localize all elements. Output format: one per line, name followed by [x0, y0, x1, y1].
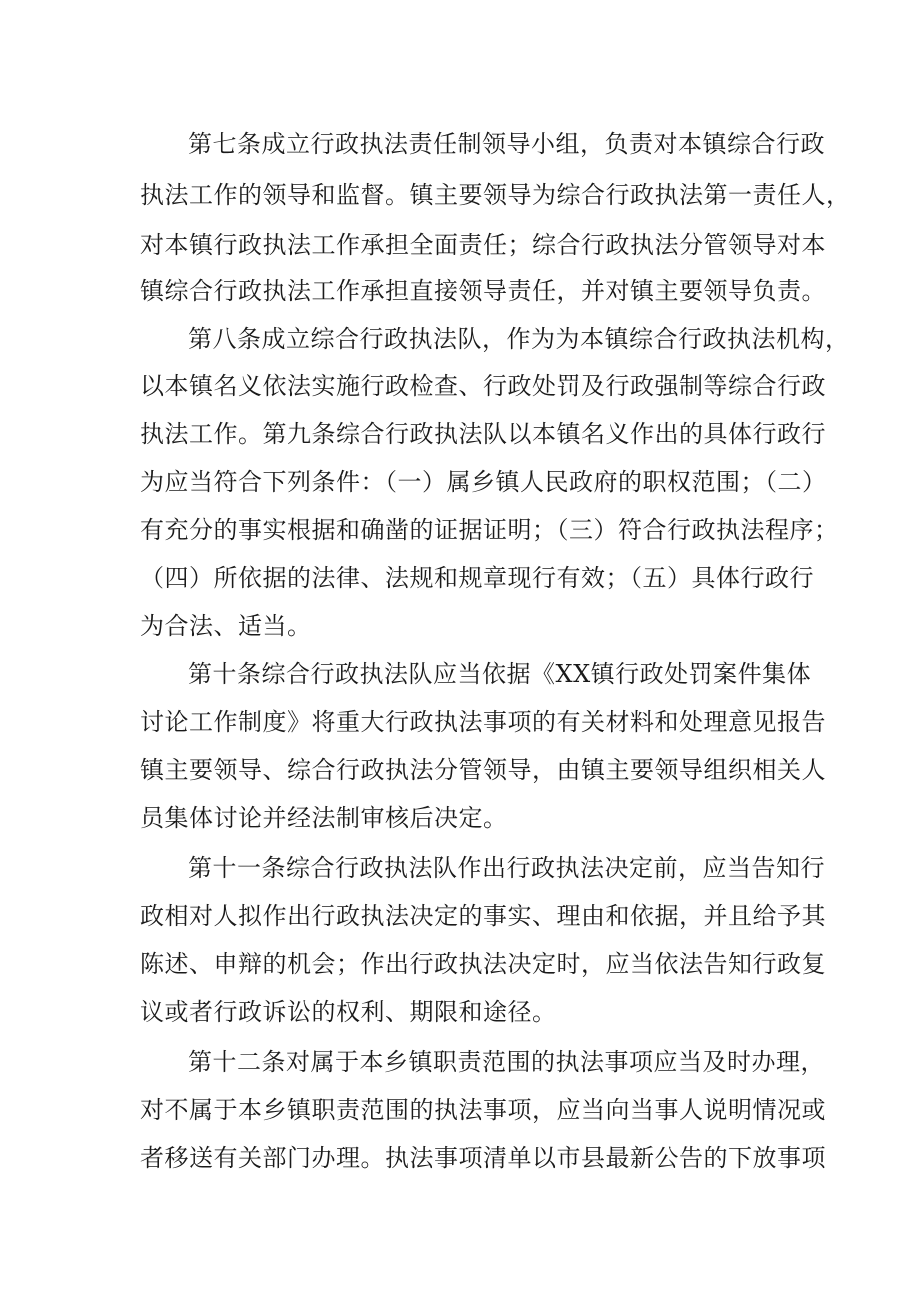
- text-line: 第十二条对属于本乡镇职责范围的执法事项应当及时办理，: [188, 1048, 825, 1076]
- text-line: 有充分的事实根据和确凿的证据证明；（三）符合行政执法程序；: [140, 516, 839, 544]
- text-line: 第七条成立行政执法责任制领导小组，负责对本镇综合行政: [188, 130, 825, 158]
- text-line: 政相对人拟作出行政执法决定的事实、理由和依据，并且给予其: [140, 902, 826, 930]
- text-line: 镇综合行政执法工作承担直接领导责任，并对镇主要领导负责。: [140, 277, 826, 305]
- text-line: 者移送有关部门办理。执法事项清单以市县最新公告的下放事项: [140, 1144, 826, 1172]
- text-line: 陈述、申辩的机会；作出行政执法决定时，应当依法告知行政复: [140, 950, 826, 978]
- text-line: 第八条成立综合行政执法队，作为为本镇综合行政执法机构，: [188, 325, 850, 353]
- text-line: 为合法、适当。: [140, 612, 312, 640]
- text-line: 镇主要领导、综合行政执法分管领导，由镇主要领导组织相关人: [140, 756, 826, 784]
- text-line: （四）所依据的法律、法规和规章现行有效；（五）具体行政行: [140, 564, 814, 592]
- text-line: 讨论工作制度》将重大行政执法事项的有关材料和处理意见报告: [140, 708, 826, 736]
- text-line: 对不属于本乡镇职责范围的执法事项，应当向当事人说明情况或: [140, 1096, 826, 1124]
- text-line: 为应当符合下列条件：（一）属乡镇人民政府的职权范围；（二）: [140, 468, 827, 496]
- text-line: 对本镇行政执法工作承担全面责任；综合行政执法分管领导对本: [140, 231, 826, 259]
- text-line: 第十一条综合行政执法队作出行政执法决定前，应当告知行: [188, 854, 825, 882]
- text-line: 以本镇名义依法实施行政检查、行政处罚及行政强制等综合行政: [140, 372, 826, 400]
- text-line: 员集体讨论并经法制审核后决定。: [140, 804, 508, 832]
- text-line: 第十条综合行政执法队应当依据《XX镇行政处罚案件集体: [188, 660, 812, 688]
- text-line: 执法工作。第九条综合行政执法队以本镇名义作出的具体行政行: [140, 420, 826, 448]
- text-line: 议或者行政诉讼的权利、期限和途径。: [140, 998, 557, 1026]
- text-line: 执法工作的领导和监督。镇主要领导为综合行政执法第一责任人，: [140, 181, 851, 209]
